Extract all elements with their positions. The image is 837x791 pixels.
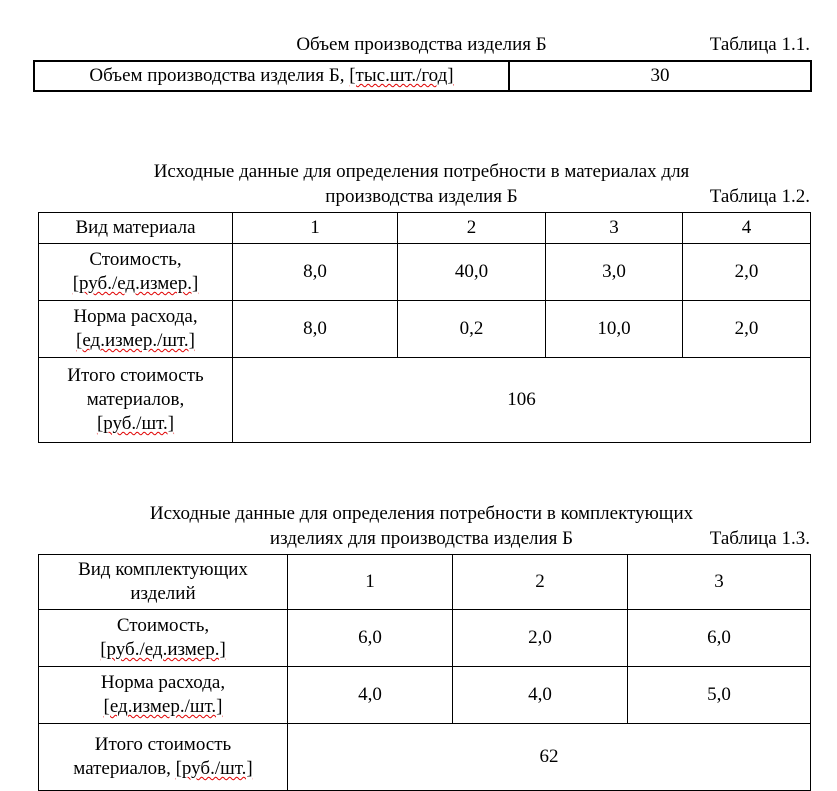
table1-caption: Объем производства изделия Б (296, 34, 547, 55)
table1-row-value-cell: 30 (509, 61, 811, 91)
table1-row (34, 61, 811, 91)
row-unit: [руб./ед.измер.] (72, 273, 199, 294)
row-unit: [ед.измер./шт.] (103, 696, 223, 717)
row-label: Стоимость, (89, 249, 182, 270)
table2-col-header: 4 (683, 213, 811, 244)
table3-tag: Таблица 1.3. (709, 528, 810, 549)
table2-rate-row (39, 301, 811, 358)
table3-rate-value: 4,0 (288, 667, 453, 724)
table2-col-header: 3 (546, 213, 683, 244)
table3-rate-label-cell (39, 667, 288, 724)
table3-caption-line1: Исходные данные для определения потребности в комплектующих (149, 503, 694, 524)
total-label-line1: Итого стоимость (67, 365, 204, 386)
table3-total-row (39, 724, 811, 791)
header-label-line2: изделий (130, 583, 196, 604)
table3-rate-value: 5,0 (628, 667, 811, 724)
table3-col-header: 1 (288, 555, 453, 610)
table3-cost-value: 2,0 (453, 610, 628, 667)
table3-header-row (39, 555, 811, 610)
table2-header-row (39, 213, 811, 244)
row-unit: [ед.измер./шт.] (76, 330, 195, 351)
table2-header-label: Вид материала (39, 213, 233, 244)
table2-rate-value: 0,2 (398, 301, 546, 358)
table3-total-label-cell (39, 724, 288, 791)
table2-rate-value: 8,0 (233, 301, 398, 358)
table2-tag: Таблица 1.2. (709, 186, 810, 207)
header-label-line1: Вид комплектующих (78, 559, 248, 580)
table2-col-header: 1 (233, 213, 398, 244)
total-label-line2: материалов, (86, 389, 185, 410)
row-unit: [руб./ед.измер.] (100, 639, 226, 660)
table1-tag: Таблица 1.1. (709, 34, 810, 55)
table3-cost-value: 6,0 (628, 610, 811, 667)
table1-row-unit: [тыс.шт./год] (349, 65, 454, 86)
table2-total-row (39, 358, 811, 443)
row-label: Норма расхода, (100, 672, 226, 693)
table2-total-value: 106 (233, 358, 811, 443)
table3-col-header: 2 (453, 555, 628, 610)
total-unit: [руб./шт.] (96, 413, 175, 434)
table2 (38, 212, 811, 443)
table2-caption-line2: производства изделия Б (325, 186, 518, 207)
table3-caption-line2: изделиях для производства изделия Б (269, 528, 574, 549)
table3-header-label-cell (39, 555, 288, 610)
total-label-line2-text: материалов, (73, 758, 176, 779)
table1-row-label-cell (34, 61, 509, 91)
table2-caption-line1: Исходные данные для определения потребности в материалах для (153, 161, 690, 182)
table2-caption-row (33, 185, 810, 209)
total-label-line1: Итого стоимость (94, 734, 232, 755)
table2-rate-value: 10,0 (546, 301, 683, 358)
table2-total-label-cell (39, 358, 233, 443)
table3-total-value: 62 (288, 724, 811, 791)
table2-rate-label-cell (39, 301, 233, 358)
table2-cost-value: 3,0 (546, 244, 683, 301)
table2-cost-value: 40,0 (398, 244, 546, 301)
total-label-line2 (43, 757, 283, 781)
table2-rate-value: 2,0 (683, 301, 811, 358)
table2-cost-value: 2,0 (683, 244, 811, 301)
table2-cost-label-cell (39, 244, 233, 301)
table3-rate-row (39, 667, 811, 724)
row-label: Стоимость, (116, 615, 210, 636)
table1 (33, 60, 812, 92)
row-label: Норма расхода, (73, 306, 198, 327)
table3-cost-value: 6,0 (288, 610, 453, 667)
table2-col-header: 2 (398, 213, 546, 244)
table3-rate-value: 4,0 (453, 667, 628, 724)
table3-caption-row (33, 527, 810, 551)
table2-cost-value: 8,0 (233, 244, 398, 301)
table1-row-label: Объем производства изделия Б, (89, 65, 350, 86)
total-unit: [руб./шт.] (175, 758, 253, 779)
table1-caption-row (33, 33, 810, 57)
table3-cost-row (39, 610, 811, 667)
table3-cost-label-cell (39, 610, 288, 667)
table3-col-header: 3 (628, 555, 811, 610)
table2-cost-row (39, 244, 811, 301)
table3 (38, 554, 811, 791)
